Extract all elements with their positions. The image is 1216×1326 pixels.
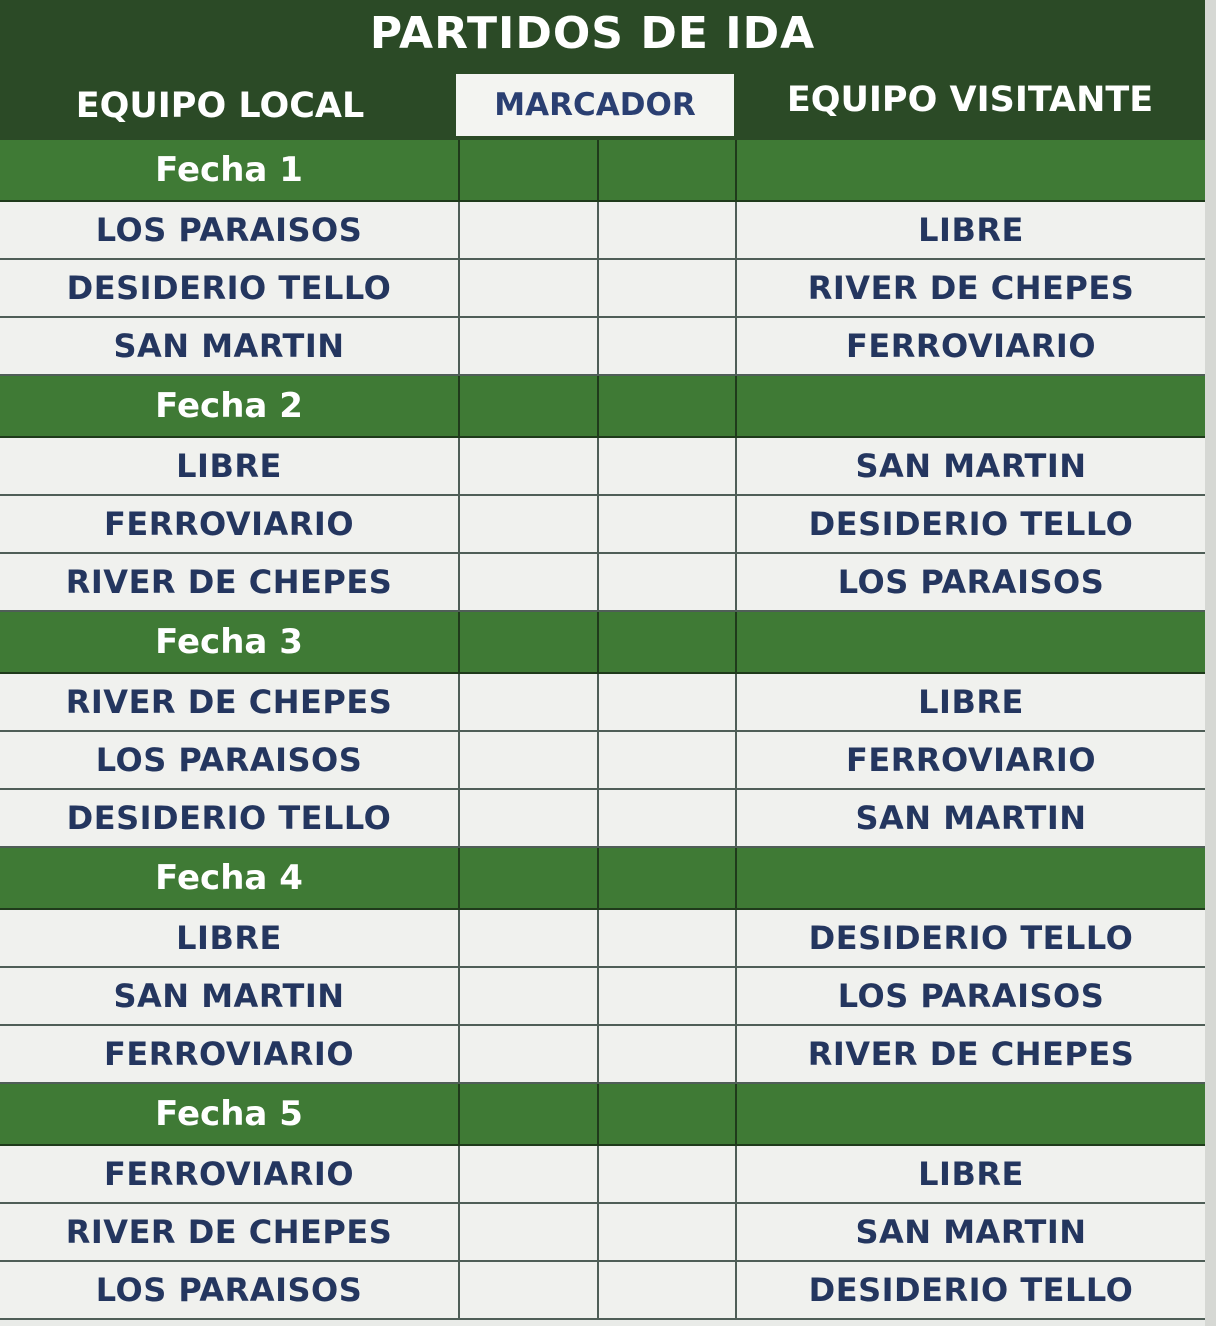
fecha-score-blank-1 bbox=[458, 376, 597, 436]
local-team-cell[interactable]: SAN MARTIN bbox=[113, 977, 345, 1015]
visitor-team-cell[interactable]: LOS PARAISOS bbox=[735, 554, 1205, 610]
match-row bbox=[0, 1204, 1205, 1262]
fecha-visitor-blank bbox=[735, 140, 1205, 200]
local-team-cell[interactable]: LIBRE bbox=[176, 447, 282, 485]
visitor-score-cell[interactable] bbox=[597, 732, 735, 788]
visitor-score-cell[interactable] bbox=[597, 910, 735, 966]
visitor-team-cell[interactable]: DESIDERIO TELLO bbox=[735, 1262, 1205, 1318]
visitor-score-cell[interactable] bbox=[597, 1026, 735, 1082]
visitor-team-cell[interactable]: FERROVIARIO bbox=[735, 318, 1205, 374]
visitor-score-cell[interactable] bbox=[597, 1262, 735, 1318]
match-row bbox=[0, 1262, 1205, 1320]
local-team-cell[interactable]: LOS PARAISOS bbox=[95, 741, 363, 779]
fixture-grid bbox=[0, 140, 1205, 1320]
local-team-cell[interactable]: RIVER DE CHEPES bbox=[65, 683, 393, 721]
local-score-cell[interactable] bbox=[458, 1204, 597, 1260]
local-score-cell[interactable] bbox=[458, 1146, 597, 1202]
visitor-score-cell[interactable] bbox=[597, 1204, 735, 1260]
match-row bbox=[0, 732, 1205, 790]
local-team-cell[interactable]: SAN MARTIN bbox=[113, 327, 345, 365]
fecha-row bbox=[0, 376, 1205, 438]
page-title: PARTIDOS DE IDA bbox=[369, 8, 816, 59]
fecha-row bbox=[0, 848, 1205, 910]
fecha-row bbox=[0, 140, 1205, 202]
fecha-visitor-blank bbox=[735, 612, 1205, 672]
local-team-cell[interactable]: LOS PARAISOS bbox=[95, 211, 363, 249]
local-score-cell[interactable] bbox=[458, 1026, 597, 1082]
visitor-score-cell[interactable] bbox=[597, 496, 735, 552]
visitor-team-cell[interactable]: RIVER DE CHEPES bbox=[735, 1026, 1205, 1082]
match-row bbox=[0, 260, 1205, 318]
visitor-team-cell[interactable]: DESIDERIO TELLO bbox=[735, 496, 1205, 552]
visitor-team-cell[interactable]: SAN MARTIN bbox=[735, 790, 1205, 846]
visitor-team-cell[interactable]: LOS PARAISOS bbox=[735, 968, 1205, 1024]
visitor-score-cell[interactable] bbox=[597, 968, 735, 1024]
match-row bbox=[0, 554, 1205, 612]
fecha-score-blank-2 bbox=[597, 376, 735, 436]
visitor-score-cell[interactable] bbox=[597, 438, 735, 494]
local-team-cell[interactable]: DESIDERIO TELLO bbox=[66, 269, 392, 307]
fecha-label: Fecha 1 bbox=[155, 150, 303, 190]
visitor-team-cell[interactable]: DESIDERIO TELLO bbox=[735, 910, 1205, 966]
fecha-visitor-blank bbox=[735, 848, 1205, 908]
visitor-team-cell[interactable]: LIBRE bbox=[735, 202, 1205, 258]
local-score-cell[interactable] bbox=[458, 674, 597, 730]
visitor-team-cell[interactable]: SAN MARTIN bbox=[735, 438, 1205, 494]
match-row bbox=[0, 438, 1205, 496]
fecha-score-blank-1 bbox=[458, 1084, 597, 1144]
local-score-cell[interactable] bbox=[458, 260, 597, 316]
fecha-label: Fecha 2 bbox=[155, 386, 303, 426]
visitor-team-cell[interactable]: LIBRE bbox=[735, 674, 1205, 730]
local-team-cell[interactable]: LIBRE bbox=[176, 919, 282, 957]
local-score-cell[interactable] bbox=[458, 910, 597, 966]
local-score-cell[interactable] bbox=[458, 732, 597, 788]
match-row bbox=[0, 910, 1205, 968]
local-score-cell[interactable] bbox=[458, 318, 597, 374]
fecha-score-blank-1 bbox=[458, 612, 597, 672]
visitor-score-cell[interactable] bbox=[597, 790, 735, 846]
local-score-cell[interactable] bbox=[458, 554, 597, 610]
fecha-visitor-blank bbox=[735, 1084, 1205, 1144]
local-score-cell[interactable] bbox=[458, 438, 597, 494]
visitor-score-cell[interactable] bbox=[597, 260, 735, 316]
visitor-score-cell[interactable] bbox=[597, 318, 735, 374]
match-row bbox=[0, 1026, 1205, 1084]
fecha-score-blank-1 bbox=[458, 140, 597, 200]
fecha-score-blank-2 bbox=[597, 612, 735, 672]
local-team-cell[interactable]: FERROVIARIO bbox=[103, 1035, 355, 1073]
visitor-team-cell[interactable]: RIVER DE CHEPES bbox=[735, 260, 1205, 316]
match-row bbox=[0, 318, 1205, 376]
local-team-cell[interactable]: RIVER DE CHEPES bbox=[65, 1213, 393, 1251]
local-score-cell[interactable] bbox=[458, 968, 597, 1024]
visitor-team-cell[interactable]: LIBRE bbox=[735, 1146, 1205, 1202]
header-visitor-team: EQUIPO VISITANTE bbox=[786, 80, 1154, 120]
local-team-cell[interactable]: RIVER DE CHEPES bbox=[65, 563, 393, 601]
local-score-cell[interactable] bbox=[458, 790, 597, 846]
fecha-score-blank-1 bbox=[458, 848, 597, 908]
local-team-cell[interactable]: LOS PARAISOS bbox=[95, 1271, 363, 1309]
local-score-cell[interactable] bbox=[458, 496, 597, 552]
local-team-cell[interactable]: FERROVIARIO bbox=[103, 1155, 355, 1193]
fecha-label: Fecha 4 bbox=[155, 858, 303, 898]
header-local-team: EQUIPO LOCAL bbox=[75, 86, 365, 126]
visitor-team-cell[interactable]: FERROVIARIO bbox=[735, 732, 1205, 788]
visitor-score-cell[interactable] bbox=[597, 674, 735, 730]
fecha-row bbox=[0, 1084, 1205, 1146]
match-row bbox=[0, 968, 1205, 1026]
fecha-score-blank-2 bbox=[597, 1084, 735, 1144]
match-row bbox=[0, 790, 1205, 848]
fecha-label: Fecha 5 bbox=[155, 1094, 303, 1134]
match-row bbox=[0, 496, 1205, 554]
visitor-team-cell[interactable]: SAN MARTIN bbox=[735, 1204, 1205, 1260]
fecha-visitor-blank bbox=[735, 376, 1205, 436]
header-score: MARCADOR bbox=[456, 74, 734, 136]
fecha-score-blank-2 bbox=[597, 848, 735, 908]
match-row bbox=[0, 202, 1205, 260]
fecha-row bbox=[0, 612, 1205, 674]
match-row bbox=[0, 674, 1205, 732]
local-team-cell[interactable]: FERROVIARIO bbox=[103, 505, 355, 543]
fecha-score-blank-2 bbox=[597, 140, 735, 200]
match-row bbox=[0, 1146, 1205, 1204]
sheet-edge bbox=[1205, 0, 1216, 1326]
fecha-label: Fecha 3 bbox=[155, 622, 303, 662]
local-score-cell[interactable] bbox=[458, 202, 597, 258]
visitor-score-cell[interactable] bbox=[597, 554, 735, 610]
local-team-cell[interactable]: DESIDERIO TELLO bbox=[66, 799, 392, 837]
visitor-score-cell[interactable] bbox=[597, 1146, 735, 1202]
visitor-score-cell[interactable] bbox=[597, 202, 735, 258]
local-score-cell[interactable] bbox=[458, 1262, 597, 1318]
